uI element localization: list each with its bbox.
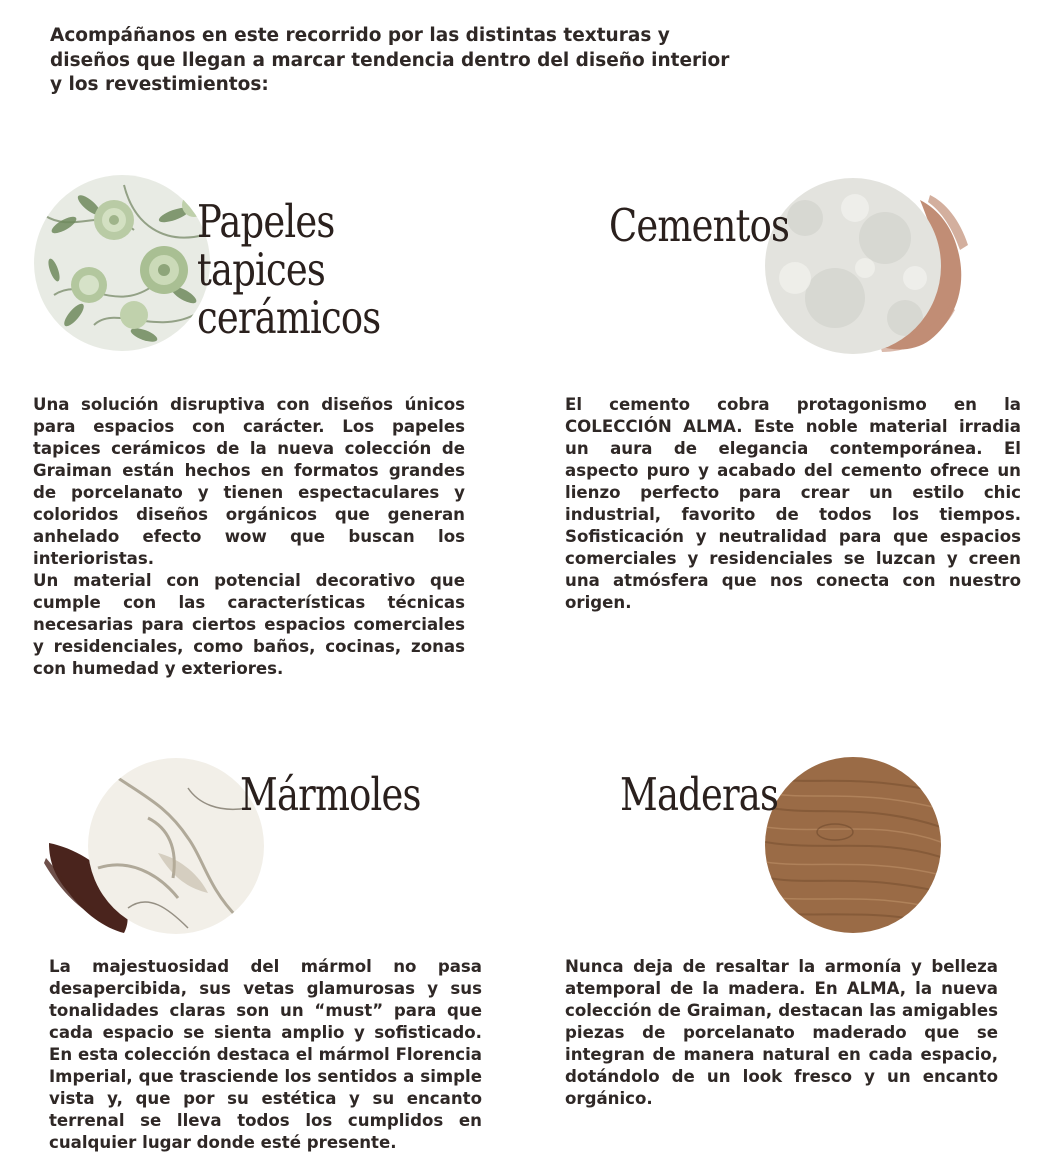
paragraph: El cemento cobra protagonismo en la COLECCIÓN ALMA. Este noble material irradia un aura de elegancia contemporánea. El aspecto puro y acabado del cemento ofrece un lienzo perfecto para crear un estilo chic industrial, favorito de todos los tiempos. Sofisticación y neutralidad para que espacios comerciales y residenciales se luzcan y creen una atmósfera que nos conecta con nuestro origen. bbox=[565, 395, 1021, 612]
title-line: cerámicos bbox=[197, 291, 381, 344]
paragraph: Un material con potencial decorativo que cumple con las características técnicas necesarias para ciertos espacios comerciales y residenciales, como baños, cocinas, zonas con humedad y exteriores. bbox=[33, 571, 465, 678]
paragraph: Una solución disruptiva con diseños únicos para espacios con carácter. Los papeles tapices cerámicos de la nueva colección de Graiman están hechos en formatos grandes de porcelanato y tienen espectaculares y coloridos diseños orgánicos que generan anhelado efecto wow que buscan los interioristas. bbox=[33, 395, 465, 568]
section-title-maderas: Maderas bbox=[620, 768, 779, 821]
title-line: Papeles bbox=[197, 195, 335, 248]
title-line: tapices bbox=[197, 243, 325, 296]
intro-text bbox=[50, 24, 730, 98]
section-body-papeles bbox=[33, 394, 465, 680]
wood-tile-swatch bbox=[765, 757, 941, 933]
intro-line-3: y los revestimientos: bbox=[50, 74, 269, 95]
section-title-papeles bbox=[197, 195, 381, 344]
section-title-marmoles: Mármoles bbox=[240, 768, 421, 821]
intro-line-2: diseños que llegan a marcar tendencia dentro del diseño interior bbox=[50, 49, 730, 71]
section-body-cementos bbox=[565, 394, 1021, 614]
section-title-cementos: Cementos bbox=[609, 199, 790, 252]
cement-tile-swatch bbox=[765, 178, 941, 354]
paragraph: Nunca deja de resaltar la armonía y belleza atemporal de la madera. En ALMA, la nueva colección de Graiman, destacan las amigables piezas de porcelanato maderado que se integran de manera natural en cada espacio, dotándolo de un look fresco y un encanto orgánico. bbox=[565, 957, 998, 1108]
marble-tile-swatch bbox=[88, 758, 264, 934]
floral-tile-swatch bbox=[34, 175, 210, 351]
section-body-maderas bbox=[565, 956, 998, 1110]
section-body-marmoles bbox=[49, 956, 482, 1154]
intro-line-1: Acompáñanos en este recorrido por las distintas texturas y bbox=[50, 25, 670, 46]
paragraph: La majestuosidad del mármol no pasa desapercibida, sus vetas glamurosas y sus tonalidades claras son un “must” para que cada espacio se sienta amplio y sofisticado. En esta colección destaca el mármol Florencia Imperial, que trasciende los sentidos a simple vista y, que por su estética y su encanto terrenal se lleva todos los cumplidos en cualquier lugar donde esté presente. bbox=[49, 957, 482, 1152]
